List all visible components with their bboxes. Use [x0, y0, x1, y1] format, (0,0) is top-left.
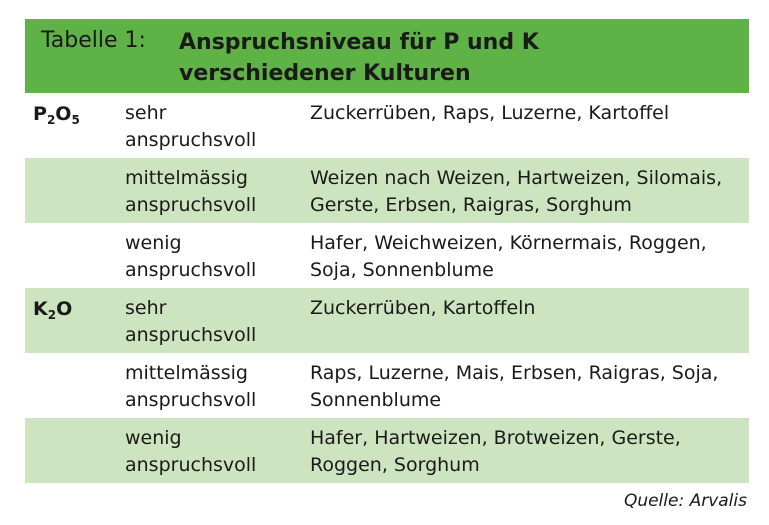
table-row — [25, 288, 749, 353]
table-title-line2: verschiedener Kulturen — [179, 61, 471, 86]
table-row — [25, 93, 749, 158]
level-cell: sehr anspruchsvoll — [125, 297, 257, 346]
table-label: Tabelle 1: — [41, 28, 146, 53]
nutrient-cell: $P_2O_5$ — [33, 103, 80, 127]
level-cell: sehr anspruchsvoll — [125, 102, 257, 151]
crops-cell: Zuckerrüben, Kartoffeln — [310, 297, 536, 319]
crops-cell: Hafer, Weichweizen, Körnermais, Roggen, Soja, Sonnenblume — [310, 232, 707, 281]
table-row — [25, 353, 749, 418]
crops-cell: Zuckerrüben, Raps, Luzerne, Kartoffel — [310, 102, 670, 124]
level-cell: wenig anspruchsvoll — [125, 427, 257, 476]
crops-cell: Weizen nach Weizen, Hartweizen, Silomais, Gerste, Erbsen, Raigras, Sorghum — [310, 167, 723, 216]
source-note: Quelle: Arvalis — [623, 491, 747, 511]
table-header — [25, 19, 749, 93]
level-cell: wenig anspruchsvoll — [125, 232, 257, 281]
table-title-line1: Anspruchsniveau für P und K — [179, 30, 539, 55]
nutrient-table — [25, 19, 749, 483]
level-cell: mittelmässig anspruchsvoll — [125, 167, 257, 216]
table-row — [25, 223, 749, 288]
crops-cell: Raps, Luzerne, Mais, Erbsen, Raigras, Soja, Sonnenblume — [310, 362, 719, 411]
nutrient-cell: $K_2O$ — [33, 298, 73, 322]
crops-cell: Hafer, Hartweizen, Brotweizen, Gerste, Roggen, Sorghum — [310, 427, 681, 476]
table-row — [25, 158, 749, 223]
table-title — [179, 27, 539, 89]
table-row — [25, 418, 749, 483]
level-cell: mittelmässig anspruchsvoll — [125, 362, 257, 411]
